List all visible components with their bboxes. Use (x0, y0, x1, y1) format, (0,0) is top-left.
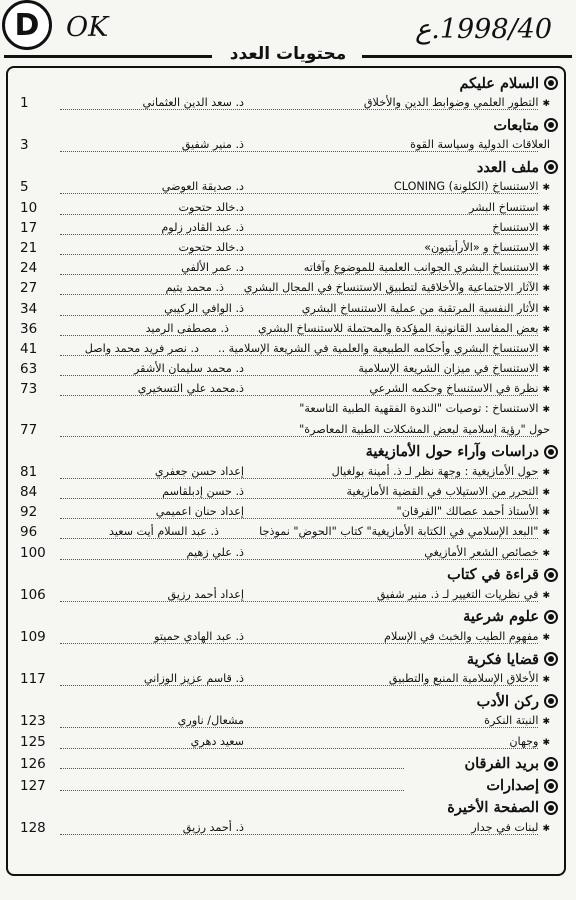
toc-entry (8, 340, 564, 360)
entry-title: الاستنساخ البشري الجوانب العلمية للموضوع وآفاته (303, 261, 539, 275)
entry-title-wrap (244, 281, 550, 294)
entry-page-number: 100 (20, 544, 46, 561)
toc-entry (8, 136, 564, 156)
leader-dots (60, 727, 538, 728)
entry-title: "البعد الإسلامي في الكتابة الأمازيغية" كتاب "الحوض" نموذجا (259, 525, 539, 539)
toc-entry (8, 259, 564, 279)
asterisk-bullet-icon: ✱ (542, 223, 550, 234)
entry-title: في نظريات التغيير لـ ذ. منير شفيق (376, 587, 539, 601)
section-title: ملف العدد (476, 158, 539, 176)
entry-page-number: 77 (20, 421, 38, 438)
entry-page-number: 81 (20, 463, 38, 480)
entry-author: ذ. الوافي الركيبي (161, 302, 244, 315)
toc-entry (8, 463, 564, 483)
title-rule-right (362, 55, 572, 58)
leader-dots (60, 498, 538, 499)
asterisk-bullet-icon: ✱ (542, 365, 550, 376)
section-heading (8, 753, 564, 775)
toc-entry (8, 670, 564, 690)
section-heading (8, 156, 564, 178)
entry-title-wrap (389, 672, 550, 685)
entry-title: مفهوم الطيب والخبث في الإسلام (384, 629, 539, 643)
entry-title-wrap (304, 261, 550, 274)
asterisk-bullet-icon: ✱ (542, 385, 550, 396)
entry-page-number: 125 (20, 733, 46, 750)
entry-author: ذ. منير شفيق (179, 138, 244, 151)
entry-title: وجهان (509, 734, 539, 748)
section-title: علوم شرعية (463, 608, 539, 626)
entry-page-number: 41 (20, 340, 38, 357)
entry-author: ذ. عبد القادر زلوم (158, 221, 244, 234)
leader-dots (60, 294, 538, 295)
toc-entry (8, 628, 564, 648)
entry-title-wrap (259, 525, 550, 538)
asterisk-bullet-icon: ✱ (542, 632, 550, 643)
entry-author: د. سعد الدين العثماني (140, 96, 244, 109)
section-title: متابعات (493, 116, 539, 134)
toc-entry (8, 586, 564, 606)
entry-page-number: 36 (20, 320, 38, 337)
asterisk-bullet-icon: ✱ (542, 405, 550, 416)
entry-title: حول الأمازيغية : وجهة نظر لـ ذ. أمينة بولغيال (331, 464, 539, 478)
asterisk-bullet-icon: ✱ (542, 203, 550, 214)
entry-title-wrap (347, 485, 550, 498)
entry-author: ذ. عبد السلام أيت سعيد (106, 525, 219, 538)
entry-title-wrap (484, 714, 550, 727)
leader-dots (60, 274, 538, 275)
entry-title-wrap (492, 221, 550, 234)
section-heading (8, 648, 564, 670)
toc-entry (8, 239, 564, 259)
entry-author: ذ. محمد يتيم (162, 281, 224, 294)
asterisk-bullet-icon: ✱ (542, 488, 550, 498)
entry-page-number: 34 (20, 300, 38, 317)
issue-letter-badge: D (2, 0, 52, 50)
contents-title-bar (4, 44, 572, 66)
entry-page-number: 5 (20, 179, 29, 196)
page-title: محتويات العدد (229, 44, 347, 64)
section-heading (8, 564, 564, 586)
leader-dots (60, 375, 538, 376)
entry-title-wrap (471, 821, 550, 834)
section-title: إصدارات (486, 777, 539, 795)
leader-dots (60, 643, 538, 644)
leader-dots (60, 834, 538, 835)
leader-dots (60, 518, 538, 519)
entry-author: ذ. أحمد رزيق (180, 821, 244, 834)
entry-author: د. محمد سليمان الأشقر (131, 362, 244, 375)
asterisk-bullet-icon: ✱ (542, 324, 550, 335)
entry-author: إعداد حنان اعميمي (153, 505, 244, 518)
toc-entry (8, 320, 564, 340)
toc-entry (8, 300, 564, 320)
leader-dots (60, 254, 538, 255)
entry-title: الاستنساخ في ميزان الشريعة الإسلامية (358, 362, 539, 376)
section-heading (8, 114, 564, 136)
toc-entry (8, 219, 564, 239)
entry-author: د. صديقة العوضي (159, 180, 244, 193)
leader-dots (60, 748, 538, 749)
toc-entry (8, 279, 564, 299)
entry-title: حول "رؤية إسلامية لبعض المشكلات الطبية المعاصرة" (299, 422, 550, 436)
entry-page-number: 3 (20, 137, 29, 154)
entry-title: الاستنساخ (الكلونة) CLONING (393, 180, 539, 194)
asterisk-bullet-icon: ✱ (542, 548, 550, 559)
entry-title-wrap (302, 302, 550, 315)
entry-page-number: 117 (20, 671, 46, 688)
leader-dots (60, 538, 538, 539)
entry-title: استنساخ البشر (469, 200, 539, 214)
section-bullet-icon (544, 757, 558, 771)
section-title: السلام عليكم (459, 74, 539, 92)
toc-entry (8, 523, 564, 543)
toc-entry (8, 94, 564, 114)
entry-title: بعض المفاسد القانونية المؤكدة والمحتملة للاستنساخ البشري (258, 321, 539, 335)
entry-author: د. عمر الألفي (178, 261, 244, 274)
toc-entry (8, 178, 564, 198)
asterisk-bullet-icon: ✱ (542, 99, 550, 109)
entry-title-wrap (218, 342, 550, 355)
entry-page-number: 10 (20, 199, 38, 216)
section-heading (8, 441, 564, 463)
entry-title-wrap (424, 546, 550, 559)
section-heading (8, 775, 564, 797)
entry-title: لبنات في جدار (471, 820, 539, 834)
leader-dots (60, 151, 538, 152)
section-bullet-icon (544, 652, 558, 666)
toc-entry (8, 483, 564, 503)
entry-page-number: 63 (20, 361, 38, 378)
section-title: ركن الأدب (476, 692, 539, 710)
table-of-contents (8, 72, 564, 839)
asterisk-bullet-icon: ✱ (542, 675, 550, 686)
entry-author: ذ. قاسم عزيز الوزاني (141, 672, 244, 685)
entry-page-number: 106 (20, 586, 46, 603)
handwritten-ok-note: OK (66, 12, 109, 43)
entry-title: التحرر من الاستيلاب في القضية الأمازيغية (346, 485, 539, 498)
entry-title: الأستاذ أحمد عصالك "الفرقان" (396, 505, 539, 519)
entry-title-wrap (469, 201, 550, 214)
entry-title: الاستنساخ و «الأرأيتيون» (424, 240, 539, 254)
section-page-number: 126 (20, 755, 46, 772)
entry-title-wrap (424, 241, 550, 254)
entry-author: ذ.محمد علي التسخيري (135, 382, 244, 395)
entry-page-number: 128 (20, 819, 46, 836)
entry-page-number: 92 (20, 504, 38, 521)
toc-entry (8, 503, 564, 523)
entry-page-number: 1 (20, 95, 29, 111)
section-page-number: 127 (20, 777, 46, 794)
section-bullet-icon (544, 118, 558, 132)
section-bullet-icon (544, 801, 558, 815)
leader-dots (60, 234, 538, 235)
entry-title-wrap (299, 402, 550, 415)
toc-entry (8, 380, 564, 400)
asterisk-bullet-icon: ✱ (542, 243, 550, 254)
entry-author: د.خالد حتحوت (175, 241, 244, 254)
entry-page-number: 73 (20, 381, 38, 398)
entry-title-wrap (394, 180, 550, 193)
entry-title: الأخلاق الإسلامية المنبع والتطبيق (388, 672, 539, 686)
leader-dots (60, 790, 404, 791)
toc-entry (8, 421, 564, 441)
entry-title: الاستنساخ البشري وأحكامه الطبيعية والعلمية في الشريعة الإسلامية .. (218, 341, 539, 355)
entry-title-wrap (384, 630, 550, 643)
entry-title-wrap (509, 735, 550, 748)
entry-title-wrap (397, 505, 550, 518)
section-title: قراءة في كتاب (447, 566, 539, 584)
entry-page-number: 123 (20, 713, 46, 730)
title-rule-left (4, 55, 212, 58)
section-bullet-icon (544, 76, 558, 90)
leader-dots (60, 193, 538, 194)
entry-page-number: 96 (20, 524, 38, 541)
entry-title-wrap (377, 588, 550, 601)
entry-title-wrap (364, 96, 550, 109)
entry-page-number: 27 (20, 280, 38, 297)
entry-title: الآثار الاجتماعية والأخلاقية لتطبيق الاستنساخ في المجال البشري (243, 281, 539, 295)
section-bullet-icon (544, 568, 558, 582)
toc-entry (8, 544, 564, 564)
entry-title-wrap (358, 362, 550, 375)
entry-title: الاستنساخ : توصيات "الندوة الفقهية الطبية التاسعة" (299, 402, 539, 416)
asterisk-bullet-icon: ✱ (542, 284, 550, 295)
entry-author: إعداد حسن جعفري (152, 465, 244, 478)
entry-title-wrap (369, 382, 550, 395)
asterisk-bullet-icon: ✱ (542, 717, 550, 728)
leader-dots (60, 768, 404, 769)
entry-title: خصائص الشعر الأمازيغي (424, 545, 539, 559)
entry-title: النبتة النكرة (484, 714, 539, 728)
section-title: بريد الفرقان (464, 755, 539, 773)
entry-author: إعداد أحمد رزيق (165, 588, 244, 601)
contents-frame (6, 66, 566, 876)
section-heading (8, 72, 564, 94)
entry-page-number: 17 (20, 219, 38, 236)
entry-author: د. نصر فريد محمد واصل (82, 342, 199, 355)
entry-page-number: 24 (20, 260, 38, 277)
toc-entry (8, 400, 564, 420)
entry-author: ذ. علي زهيم (184, 546, 244, 559)
entry-page-number: 109 (20, 628, 46, 645)
entry-author: مشعال/ ناوري (175, 714, 244, 727)
toc-entry (8, 733, 564, 753)
asterisk-bullet-icon: ✱ (542, 737, 550, 748)
leader-dots (60, 109, 538, 110)
asterisk-bullet-icon: ✱ (542, 528, 550, 539)
entry-title: العلاقات الدولية وسياسة القوة (410, 138, 550, 152)
entry-title: الأثار النفسية المرتقبة من عملية الاستنساخ البشري (301, 301, 539, 315)
toc-entry (8, 199, 564, 219)
section-title: الصفحة الأخيرة (447, 799, 539, 817)
section-bullet-icon (544, 160, 558, 174)
leader-dots (60, 214, 538, 215)
asterisk-bullet-icon: ✱ (542, 304, 550, 315)
entry-title-wrap (332, 465, 550, 478)
toc-entry (8, 819, 564, 839)
asterisk-bullet-icon: ✱ (542, 823, 550, 834)
handwritten-reference-note: 1998/40.ع (415, 14, 552, 45)
leader-dots (60, 395, 538, 396)
entry-title-wrap (299, 423, 550, 436)
entry-title: الاستنساخ (492, 220, 539, 234)
leader-dots (60, 685, 538, 686)
asterisk-bullet-icon: ✱ (542, 264, 550, 275)
section-bullet-icon (544, 445, 558, 459)
section-bullet-icon (544, 694, 558, 708)
toc-entry (8, 360, 564, 380)
entry-author: ذ. عبد الهادي حميتو (151, 630, 244, 643)
asterisk-bullet-icon: ✱ (542, 467, 550, 478)
section-heading (8, 690, 564, 712)
entry-author: ذ. حسن إدبلقاسم (159, 485, 244, 498)
section-bullet-icon (544, 779, 558, 793)
entry-title: التطور العلمي وضوابط الدين والأخلاق (363, 96, 539, 109)
section-title: دراسات وآراء حول الأمازيغية (365, 443, 539, 461)
entry-page-number: 21 (20, 239, 38, 256)
entry-author: ذ. مصطفى الرميد (143, 322, 229, 335)
toc-entry (8, 712, 564, 732)
entry-title-wrap (410, 138, 550, 151)
asterisk-bullet-icon: ✱ (542, 183, 550, 194)
section-heading (8, 797, 564, 819)
entry-page-number: 84 (20, 484, 38, 500)
entry-title-wrap (258, 322, 550, 335)
asterisk-bullet-icon: ✱ (542, 590, 550, 601)
entry-author: سعيد دهري (188, 735, 244, 748)
leader-dots (60, 355, 538, 356)
asterisk-bullet-icon: ✱ (542, 508, 550, 519)
entry-author: د.خالد حتحوت (175, 201, 244, 214)
asterisk-bullet-icon: ✱ (542, 344, 550, 355)
section-title: قضايا فكرية (466, 650, 539, 668)
section-bullet-icon (544, 610, 558, 624)
entry-title: نظرة في الاستنساخ وحكمه الشرعي (369, 382, 539, 396)
section-heading (8, 606, 564, 628)
